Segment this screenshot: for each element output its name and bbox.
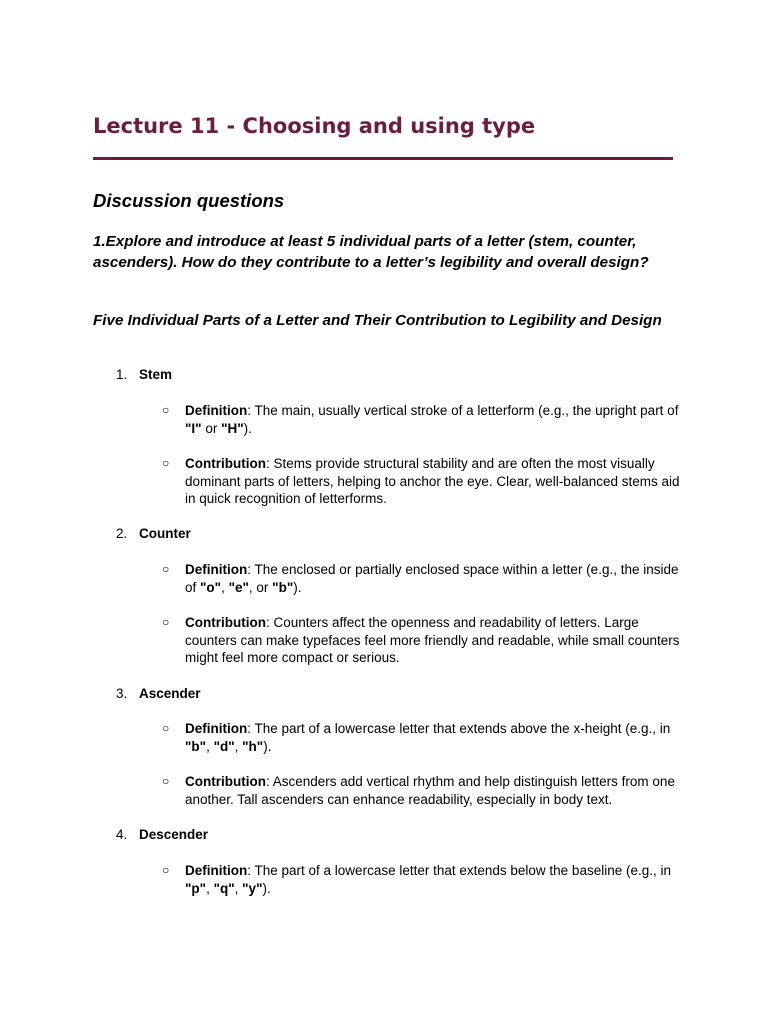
definition-text bbox=[185, 402, 680, 437]
hollow-circle-bullet-icon: ○ bbox=[162, 774, 170, 788]
hollow-circle-bullet-icon: ○ bbox=[162, 456, 170, 470]
definition-text bbox=[185, 862, 680, 897]
definition-body: : The part of a lowercase letter that extends above the x-height (e.g., in bbox=[247, 721, 671, 736]
contribution-label: Contribution bbox=[185, 774, 266, 789]
contribution-text bbox=[185, 614, 680, 667]
example-letter: "y" bbox=[242, 880, 263, 896]
hollow-circle-bullet-icon: ○ bbox=[162, 403, 170, 417]
definition-separator: , bbox=[206, 880, 214, 896]
definition-label: Definition bbox=[185, 721, 248, 736]
definition-text bbox=[185, 720, 680, 755]
example-letter: "p" bbox=[185, 880, 207, 896]
contribution-label: Contribution bbox=[185, 456, 266, 471]
definition-separator: or bbox=[201, 420, 222, 436]
list-term: Ascender bbox=[139, 686, 201, 701]
contribution-text bbox=[185, 455, 680, 508]
definition-separator: , bbox=[234, 738, 243, 754]
definition-end: ). bbox=[262, 880, 271, 896]
section-heading: Discussion questions bbox=[93, 190, 285, 211]
hollow-circle-bullet-icon: ○ bbox=[162, 562, 170, 576]
list-number: 3. bbox=[116, 686, 128, 701]
contribution-body: : Counters affect the openness and readability of letters. Large counters can make typefaces feel more friendly and readable, while small counters might feel more compact or serious. bbox=[185, 615, 680, 666]
discussion-question: 1.Explore and introduce at least 5 individual parts of a letter (stem, counter, ascenders). How do they contribute to a letter’s legibility and overall design? bbox=[93, 233, 649, 271]
definition-body: : The main, usually vertical stroke of a letterform (e.g., the upright part of bbox=[247, 403, 679, 418]
example-letter: "h" bbox=[242, 738, 264, 754]
definition-body: : The part of a lowercase letter that extends below the baseline (e.g., in bbox=[247, 863, 671, 878]
document-title: Lecture 11 - Choosing and using type bbox=[93, 114, 536, 138]
definition-label: Definition bbox=[185, 403, 248, 418]
list-number: 1. bbox=[116, 367, 128, 382]
definition-text bbox=[185, 561, 680, 596]
contribution-text bbox=[185, 773, 680, 808]
list-term: Stem bbox=[139, 367, 173, 382]
example-letter: "H" bbox=[221, 420, 244, 436]
definition-separator: , bbox=[221, 579, 229, 595]
definition-separator: , or bbox=[248, 579, 273, 595]
definition-end: ). bbox=[293, 579, 302, 595]
definition-body: : The enclosed or partially enclosed space within a letter (e.g., the inside of bbox=[185, 562, 679, 595]
definition-label: Definition bbox=[185, 863, 248, 878]
list-term: Descender bbox=[139, 827, 209, 842]
list-number: 2. bbox=[116, 526, 128, 541]
list-number: 4. bbox=[116, 827, 128, 842]
definition-label: Definition bbox=[185, 562, 248, 577]
example-letter: "q" bbox=[213, 880, 235, 896]
hollow-circle-bullet-icon: ○ bbox=[162, 721, 170, 735]
contribution-body: : Ascenders add vertical rhythm and help distinguish letters from one another. Tall ascenders can enhance readability, especially in body text. bbox=[185, 774, 675, 807]
example-letter: "b" bbox=[272, 579, 294, 595]
contribution-body: : Stems provide structural stability and are often the most visually dominant parts of letters, helping to anchor the eye. Clear, well-balanced stems aid in quick recognition of letterforms. bbox=[185, 456, 680, 507]
example-letter: "e" bbox=[228, 579, 249, 595]
example-letter: "b" bbox=[185, 738, 207, 754]
list-term: Counter bbox=[139, 526, 191, 541]
example-letter: "d" bbox=[213, 738, 235, 754]
hollow-circle-bullet-icon: ○ bbox=[162, 863, 170, 877]
subheading: Five Individual Parts of a Letter and Their Contribution to Legibility and Design bbox=[93, 312, 662, 329]
definition-end: ). bbox=[243, 420, 252, 436]
example-letter: "o" bbox=[200, 579, 222, 595]
hollow-circle-bullet-icon: ○ bbox=[162, 615, 170, 629]
example-letter: "I" bbox=[185, 420, 202, 436]
definition-separator: , bbox=[206, 738, 214, 754]
definition-separator: , bbox=[234, 880, 243, 896]
title-divider bbox=[93, 157, 673, 160]
definition-end: ). bbox=[263, 738, 272, 754]
contribution-label: Contribution bbox=[185, 615, 266, 630]
